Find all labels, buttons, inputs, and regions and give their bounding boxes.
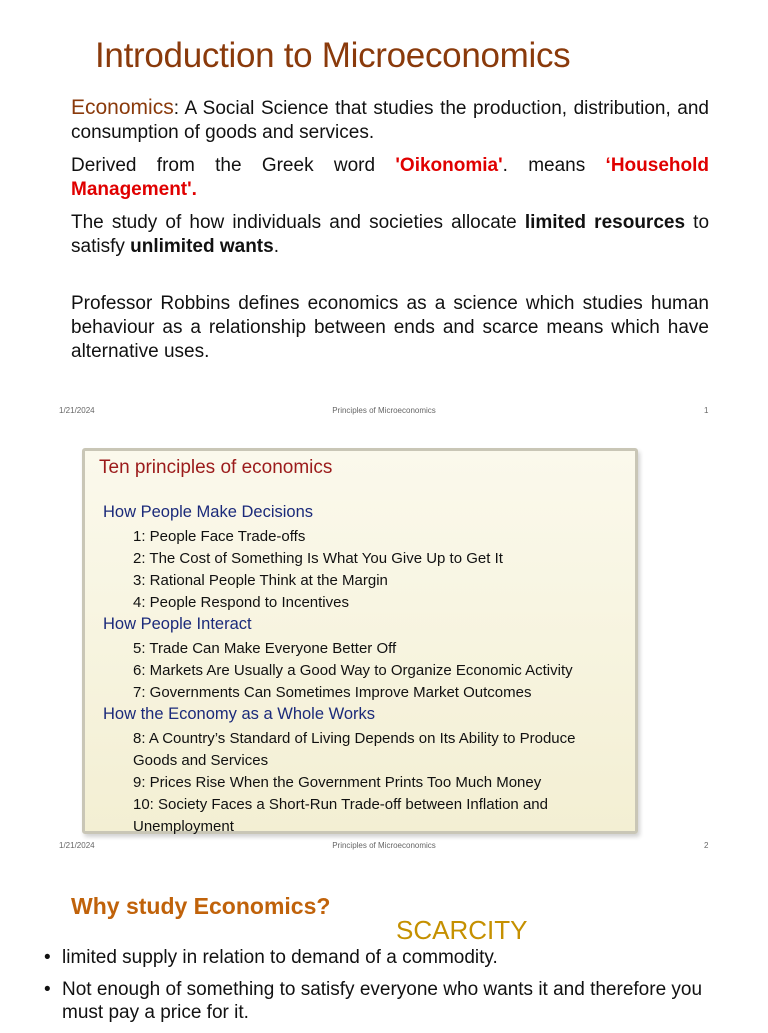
principle-item: 10: Society Faces a Short-Run Trade-off between Inflation and bbox=[133, 796, 548, 813]
principles-box bbox=[82, 448, 638, 834]
bullet-icon: • bbox=[44, 947, 51, 968]
principle-item: Goods and Services bbox=[133, 752, 269, 769]
principle-item: 9: Prices Rise When the Government Prints Too Much Money bbox=[133, 774, 542, 791]
bullet-icon: • bbox=[44, 979, 51, 1000]
slide-1 bbox=[0, 0, 768, 430]
footer-title: Principles of Microeconomics bbox=[332, 841, 436, 850]
slide-title: Introduction to Microeconomics bbox=[95, 36, 571, 75]
list-item: • Not enough of something to satisfy everyone who wants it and therefore you must pay a price for it. bbox=[44, 979, 703, 1023]
principle-item: 4: People Respond to Incentives bbox=[133, 594, 349, 611]
section-heading: How the Economy as a Whole Works bbox=[103, 705, 376, 723]
slide-body bbox=[71, 96, 709, 373]
section-heading: How People Make Decisions bbox=[103, 503, 314, 521]
footer-date: 1/21/2024 bbox=[59, 406, 95, 415]
list-item: • limited supply in relation to demand of a commodity. bbox=[44, 947, 498, 968]
slide-2 bbox=[0, 430, 768, 860]
definition-paragraph: Economics: A Social Science that studies the production, distribution, and consumption of goods and services. bbox=[71, 96, 709, 143]
principle-item: 6: Markets Are Usually a Good Way to Organize Economic Activity bbox=[133, 662, 573, 679]
origin-paragraph: Derived from the Greek word 'Oikonomia'. means ‘Household Management'. bbox=[71, 155, 709, 200]
footer-page-number: 2 bbox=[704, 841, 709, 850]
greek-word: 'Oikonomia' bbox=[395, 155, 503, 176]
robbins-paragraph: Professor Robbins defines economics as a science which studies human behaviour as a relationship between ends and scarce means which have alternative uses. bbox=[71, 293, 709, 362]
principle-item: 1: People Face Trade-offs bbox=[133, 528, 306, 545]
slide-title: Why study Economics? bbox=[71, 893, 331, 919]
principle-item: 5: Trade Can Make Everyone Better Off bbox=[133, 640, 397, 657]
principle-item: Unemployment bbox=[133, 818, 234, 835]
economics-term: Economics bbox=[71, 96, 174, 119]
slide-subtitle: SCARCITY bbox=[396, 915, 528, 945]
principle-item: 3: Rational People Think at the Margin bbox=[133, 572, 388, 589]
meaning-text: ‘Household Management'. bbox=[71, 155, 709, 200]
principle-item: 7: Governments Can Sometimes Improve Market Outcomes bbox=[133, 684, 532, 701]
footer-page-number: 1 bbox=[704, 406, 709, 415]
study-paragraph: The study of how individuals and societies allocate limited resources to satisfy unlimited wants. bbox=[71, 212, 710, 257]
footer-title: Principles of Microeconomics bbox=[332, 406, 436, 415]
footer-date: 1/21/2024 bbox=[59, 841, 95, 850]
slide-3 bbox=[0, 860, 768, 1024]
principle-item: 8: A Country’s Standard of Living Depends on Its Ability to Produce bbox=[133, 730, 576, 747]
bullet-list bbox=[44, 946, 744, 1033]
principle-item: 2: The Cost of Something Is What You Give Up to Get It bbox=[133, 550, 503, 567]
box-title: Ten principles of economics bbox=[99, 457, 333, 478]
section-heading: How People Interact bbox=[103, 615, 252, 633]
